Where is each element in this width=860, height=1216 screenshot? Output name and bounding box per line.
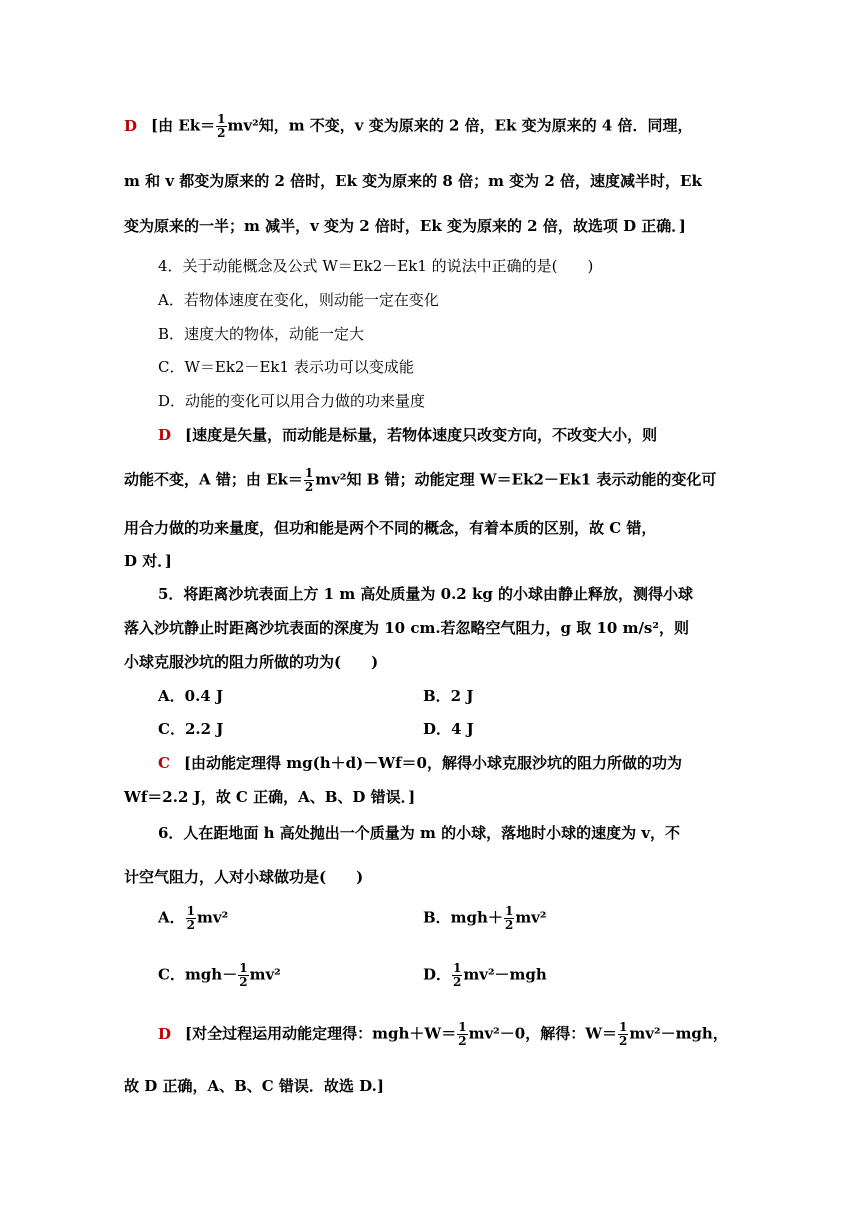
question-4-option-a: A．若物体速度在变化，则动能一定在变化: [158, 291, 439, 309]
answer-6-line-2: 故 D 正确，A、B、C 错误．故选 D.]: [124, 1077, 384, 1095]
question-6-option-a: A． $\frac{1}{2}$ mv²: [158, 904, 229, 932]
answer-3-line-2: m 和 v 都变为原来的 2 倍时，Ek 变为原来的 8 倍；m 变为 2 倍，速度减半时，Ek: [124, 172, 702, 190]
fraction-half: $\frac{1}{2}$: [453, 961, 462, 989]
question-6-option-c: C．mgh－ $\frac{1}{2}$ mv²: [158, 961, 281, 989]
answer-5-line-1: C [由动能定理得 mg(h＋d)－Wf＝0，解得小球克服沙坑的阻力所做的功为: [158, 754, 682, 772]
answer-3-letter: D: [124, 116, 138, 135]
question-6-line-1: 6．人在距地面 h 高处抛出一个质量为 m 的小球，落地时小球的速度为 v，不: [158, 824, 681, 842]
answer-4-line-2: 动能不变，A 错；由 Ek＝ $\frac{1}{2}$ mv²知 B 错；动能定理 W＝Ek2－Ek1 表示动能的变化可: [124, 466, 717, 494]
answer-6-letter: D: [158, 1024, 172, 1043]
fraction-half: $\frac{1}{2}$: [619, 1020, 628, 1048]
fraction-half: $\frac{1}{2}$: [458, 1020, 467, 1048]
answer-3-line-1: D [由 Ek＝ $\frac{1}{2}$ mv²知，m 不变，v 变为原来的 2 倍，Ek 变为原来的 4 倍．同理，: [124, 112, 693, 140]
question-5-line-2: 落入沙坑静止时距离沙坑表面的深度为 10 cm.若忽略空气阻力，g 取 10 m/s²，则: [124, 619, 689, 637]
fraction-half: $\frac{1}{2}$: [186, 904, 195, 932]
question-4-option-b: B．速度大的物体，动能一定大: [158, 325, 365, 343]
question-6-option-b: B．mgh＋ $\frac{1}{2}$ mv²: [423, 904, 547, 932]
question-6-line-2: 计空气阻力，人对小球做功是( ): [124, 868, 364, 886]
answer-5-letter: C: [158, 754, 170, 772]
question-5-option-b: B．2 J: [423, 687, 474, 705]
question-6-option-d: D． $\frac{1}{2}$ mv²－mgh: [423, 961, 547, 989]
question-5-line-1: 5．将距离沙坑表面上方 1 m 高处质量为 0.2 kg 的小球由静止释放，测得小球: [158, 585, 694, 603]
question-5-line-3: 小球克服沙坑的阻力所做的功为( ): [124, 653, 379, 671]
answer-5-line-2: Wf＝2.2 J，故 C 正确，A、B、D 错误．]: [124, 788, 416, 806]
fraction-half: $\frac{1}{2}$: [217, 112, 226, 140]
question-5-option-a: A．0.4 J: [158, 687, 224, 705]
answer-6-line-1: D [对全过程运用动能定理得：mgh＋W＝ $\frac{1}{2}$ mv²－0，解得：W＝ $\frac{1}{2}$ mv²－mgh，: [158, 1020, 728, 1048]
question-5-option-d: D．4 J: [423, 720, 474, 738]
answer-3-line-3: 变为原来的一半；m 减半，v 变为 2 倍时，Ek 变为原来的 2 倍，故选项 D 正确．]: [124, 217, 686, 235]
fraction-half: $\frac{1}{2}$: [504, 904, 514, 932]
question-5-option-c: C．2.2 J: [158, 720, 224, 738]
answer-4-letter: D: [158, 426, 172, 444]
question-4-option-c: C．W＝Ek2－Ek1 表示功可以变成能: [158, 358, 414, 376]
answer-4-line-1: D [速度是矢量，而动能是标量，若物体速度只改变方向，不改变大小，则: [158, 426, 658, 444]
answer-4-line-4: D 对．]: [124, 552, 172, 570]
fraction-half: $\frac{1}{2}$: [239, 961, 248, 989]
question-4-stem: 4．关于动能概念及公式 W＝Ek2－Ek1 的说法中正确的是( ): [158, 257, 594, 275]
question-4-option-d: D．动能的变化可以用合力做的功来量度: [158, 392, 426, 410]
fraction-half: $\frac{1}{2}$: [304, 466, 314, 494]
answer-4-line-3: 用合力做的功来量度，但功和能是两个不同的概念，有着本质的区别，故 C 错，: [124, 519, 657, 537]
